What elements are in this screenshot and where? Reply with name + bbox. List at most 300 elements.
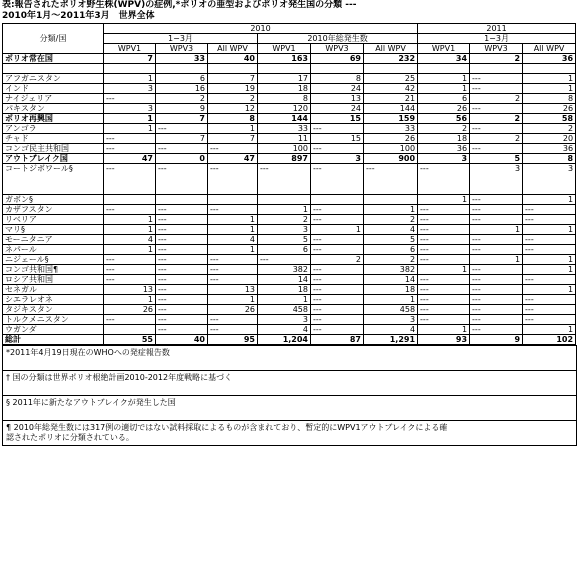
case-count-cell: 0 [156, 154, 208, 164]
country-name-cell: コンゴ民主共和国 [3, 144, 104, 154]
case-count-cell: 7 [208, 134, 258, 144]
wpv1-header: WPV1 [418, 44, 470, 54]
case-count-cell: --- [311, 315, 364, 325]
case-count-cell: --- [364, 164, 418, 195]
country-name-cell: アンゴラ [3, 124, 104, 134]
case-count-cell [258, 195, 311, 205]
case-count-cell: 26 [104, 305, 156, 315]
case-count-cell: 25 [364, 74, 418, 84]
case-count-cell: 102 [523, 335, 576, 345]
case-count-cell: 3 [258, 225, 311, 235]
table-row [3, 285, 576, 295]
case-count-cell: 1 [311, 225, 364, 235]
case-count-cell: 14 [364, 275, 418, 285]
case-count-cell: 5 [470, 154, 523, 164]
category-header: 分類/国 [3, 24, 104, 54]
case-count-cell: 1 [208, 215, 258, 225]
case-count-cell: 7 [104, 54, 156, 64]
case-count-cell: 56 [418, 114, 470, 124]
case-count-cell: 1 [364, 205, 418, 215]
country-name-cell: ポリオ再興国 [3, 114, 104, 124]
case-count-cell: --- [418, 245, 470, 255]
case-count-cell: --- [418, 205, 470, 215]
case-count-cell: 16 [156, 84, 208, 94]
case-count-cell: 1 [104, 215, 156, 225]
case-count-cell: 2 [364, 255, 418, 265]
case-count-cell: --- [418, 225, 470, 235]
case-count-cell: --- [470, 305, 523, 315]
case-count-cell: 458 [364, 305, 418, 315]
table-row [3, 255, 576, 265]
country-name-cell: アフガニスタン [3, 74, 104, 84]
case-count-cell: --- [523, 275, 576, 285]
case-count-cell: 1 [104, 295, 156, 305]
case-count-cell: --- [470, 285, 523, 295]
table-row [3, 335, 576, 345]
case-count-cell: --- [470, 124, 523, 134]
case-count-cell: 9 [156, 104, 208, 114]
case-count-cell: 1 [418, 195, 470, 205]
case-count-cell: 26 [364, 134, 418, 144]
case-count-cell: 2 [364, 215, 418, 225]
case-count-cell: --- [311, 205, 364, 215]
case-count-cell: 47 [104, 154, 156, 164]
case-count-cell: 93 [418, 335, 470, 345]
case-count-cell: --- [470, 325, 523, 335]
case-count-cell: --- [470, 245, 523, 255]
country-name-cell: モーニタニア [3, 235, 104, 245]
table-row [3, 74, 576, 84]
case-count-cell: 58 [523, 114, 576, 124]
case-count-cell: 33 [364, 124, 418, 134]
table-row [3, 205, 576, 215]
case-count-cell: 100 [258, 144, 311, 154]
case-count-cell: 382 [364, 265, 418, 275]
table-row [3, 114, 576, 124]
document-page [2, 0, 577, 446]
case-count-cell: 18 [258, 285, 311, 295]
case-count-cell: 2 [258, 215, 311, 225]
case-count-cell: 4 [208, 235, 258, 245]
case-count-cell: 11 [258, 134, 311, 144]
case-count-cell: 6 [258, 245, 311, 255]
case-count-cell [208, 195, 258, 205]
case-count-cell: 120 [258, 104, 311, 114]
case-count-cell [470, 64, 523, 74]
footnote-country-classification: † 国の分類は世界ポリオ根絶計画2010-2012年度戦略に基づく [3, 370, 576, 385]
case-count-cell: 3 [311, 154, 364, 164]
case-count-cell: --- [258, 255, 311, 265]
case-count-cell: 13 [311, 94, 364, 104]
case-count-cell: 24 [311, 104, 364, 114]
case-count-cell: --- [418, 164, 470, 195]
case-count-cell: 95 [208, 335, 258, 345]
case-count-cell: 1 [208, 295, 258, 305]
case-count-cell: 2 [470, 134, 523, 144]
case-count-cell: 20 [523, 134, 576, 144]
case-count-cell: 1 [418, 265, 470, 275]
case-count-cell: --- [470, 315, 523, 325]
case-count-cell: 897 [258, 154, 311, 164]
polio-cases-table [2, 23, 576, 345]
case-count-cell [364, 64, 418, 74]
footnote-new-outbreak: § 2011年に新たなアウトブレイクが発生した国 [3, 395, 576, 410]
case-count-cell: 8 [258, 94, 311, 104]
footnote-congo-line-1: ¶ 2010年総発生数には317例の適切ではない試料採取によるものが含まれており、暫定的にWPV1アウトブレイクによる確 [6, 423, 448, 432]
table-row [3, 215, 576, 225]
case-count-cell: --- [156, 225, 208, 235]
case-count-cell: --- [311, 265, 364, 275]
case-count-cell: --- [208, 325, 258, 335]
case-count-cell: --- [156, 205, 208, 215]
case-count-cell [104, 64, 156, 74]
case-count-cell: 3 [364, 315, 418, 325]
wpv1-header: WPV1 [104, 44, 156, 54]
table-row [3, 325, 576, 335]
case-count-cell: --- [470, 215, 523, 225]
country-name-cell: インド [3, 84, 104, 94]
case-count-cell: --- [156, 255, 208, 265]
country-name-cell: リベリア [3, 215, 104, 225]
all-wpv-header: All WPV [208, 44, 258, 54]
case-count-cell: 1 [523, 225, 576, 235]
case-count-cell: --- [104, 205, 156, 215]
case-count-cell: --- [470, 84, 523, 94]
case-count-cell: 1 [523, 195, 576, 205]
country-name-cell: マリ§ [3, 225, 104, 235]
case-count-cell: 8 [311, 74, 364, 84]
case-count-cell: --- [418, 235, 470, 245]
table-row [3, 144, 576, 154]
case-count-cell: 5 [258, 235, 311, 245]
case-count-cell: --- [156, 275, 208, 285]
case-count-cell: --- [258, 164, 311, 195]
case-count-cell: --- [311, 325, 364, 335]
case-count-cell: 2 [470, 114, 523, 124]
case-count-cell: 1 [523, 265, 576, 275]
case-count-cell: 159 [364, 114, 418, 124]
case-count-cell: 18 [418, 134, 470, 144]
table-row [3, 104, 576, 114]
case-count-cell: 34 [418, 54, 470, 64]
table-row [3, 164, 576, 195]
case-count-cell: --- [104, 164, 156, 195]
case-count-cell: 17 [258, 74, 311, 84]
all-wpv-header: All WPV [523, 44, 576, 54]
table-row [3, 225, 576, 235]
case-count-cell: --- [208, 315, 258, 325]
case-count-cell: 1 [104, 245, 156, 255]
country-name-cell [3, 64, 104, 74]
case-count-cell: --- [418, 275, 470, 285]
case-count-cell: 18 [364, 285, 418, 295]
case-count-cell: 1 [104, 74, 156, 84]
case-count-cell: 1,291 [364, 335, 418, 345]
table-row [3, 265, 576, 275]
case-count-cell: 1 [523, 74, 576, 84]
case-count-cell: --- [104, 94, 156, 104]
case-count-cell: 26 [418, 104, 470, 114]
case-count-cell: 9 [470, 335, 523, 345]
q1-2010-header: 1−3月 [104, 34, 258, 44]
case-count-cell: 1 [418, 74, 470, 84]
footnote-congo-cases [3, 420, 576, 445]
country-name-cell: セネガル [3, 285, 104, 295]
case-count-cell: 1 [364, 295, 418, 305]
case-count-cell: --- [470, 205, 523, 215]
case-count-cell: 19 [208, 84, 258, 94]
case-count-cell: 1 [418, 84, 470, 94]
case-count-cell: 1 [208, 124, 258, 134]
country-name-cell: シエラレオネ [3, 295, 104, 305]
case-count-cell: 36 [418, 144, 470, 154]
case-count-cell: 1 [523, 255, 576, 265]
table-title [2, 0, 577, 22]
case-count-cell: --- [156, 315, 208, 325]
country-name-cell: ポリオ常在国 [3, 54, 104, 64]
table-row [3, 295, 576, 305]
case-count-cell [418, 64, 470, 74]
case-count-cell: 7 [156, 114, 208, 124]
footnote-spacer [3, 385, 576, 395]
case-count-cell: --- [311, 164, 364, 195]
case-count-cell: 7 [208, 74, 258, 84]
case-count-cell: 232 [364, 54, 418, 64]
case-count-cell: --- [104, 255, 156, 265]
case-count-cell: 12 [208, 104, 258, 114]
case-count-cell: --- [523, 305, 576, 315]
case-count-cell: 4 [104, 235, 156, 245]
case-count-cell: --- [523, 235, 576, 245]
case-count-cell: --- [523, 205, 576, 215]
country-name-cell: アウトブレイク国 [3, 154, 104, 164]
case-count-cell: --- [470, 265, 523, 275]
case-count-cell: 4 [258, 325, 311, 335]
country-name-cell: カザフスタン [3, 205, 104, 215]
case-count-cell: 42 [364, 84, 418, 94]
table-row [3, 154, 576, 164]
case-count-cell: 1 [523, 285, 576, 295]
case-count-cell [104, 195, 156, 205]
q1-2011-header: 1−3月 [418, 34, 576, 44]
case-count-cell: --- [418, 215, 470, 225]
case-count-cell: 2 [523, 124, 576, 134]
case-count-cell: --- [311, 144, 364, 154]
case-count-cell: --- [470, 195, 523, 205]
case-count-cell: --- [523, 315, 576, 325]
case-count-cell: 2 [418, 124, 470, 134]
case-count-cell: 33 [156, 54, 208, 64]
case-count-cell [364, 195, 418, 205]
table-row [3, 134, 576, 144]
case-count-cell: 55 [104, 335, 156, 345]
case-count-cell: --- [470, 104, 523, 114]
table-row [3, 195, 576, 205]
table-header [3, 24, 576, 54]
case-count-cell: 163 [258, 54, 311, 64]
case-count-cell: --- [418, 285, 470, 295]
case-count-cell: --- [208, 255, 258, 265]
case-count-cell: --- [156, 295, 208, 305]
case-count-cell: 36 [523, 54, 576, 64]
case-count-cell: 144 [364, 104, 418, 114]
case-count-cell: 1 [258, 295, 311, 305]
case-count-cell: 1 [523, 84, 576, 94]
case-count-cell: 69 [311, 54, 364, 64]
case-count-cell: 21 [364, 94, 418, 104]
table-row [3, 124, 576, 134]
table-row [3, 64, 576, 74]
case-count-cell: --- [104, 144, 156, 154]
country-name-cell: コンゴ共和国¶ [3, 265, 104, 275]
case-count-cell: 15 [311, 134, 364, 144]
case-count-cell: 15 [311, 114, 364, 124]
table-row [3, 94, 576, 104]
footnote-congo-line-2: 認されたポリオに分類されている。 [6, 433, 134, 442]
case-count-cell [156, 195, 208, 205]
case-count-cell: 1,204 [258, 335, 311, 345]
case-count-cell [156, 64, 208, 74]
case-count-cell: 4 [364, 225, 418, 235]
case-count-cell [311, 64, 364, 74]
table-row [3, 305, 576, 315]
case-count-cell: --- [523, 295, 576, 305]
case-count-cell: 1 [104, 114, 156, 124]
case-count-cell: 5 [364, 235, 418, 245]
case-count-cell [208, 64, 258, 74]
case-count-cell: 6 [156, 74, 208, 84]
wpv3-header: WPV3 [470, 44, 523, 54]
table-row [3, 315, 576, 325]
case-count-cell: --- [418, 315, 470, 325]
country-name-cell: ガボン§ [3, 195, 104, 205]
case-count-cell: --- [311, 295, 364, 305]
title-line-2: 2010年1月～2011年3月 世界全体 [2, 11, 155, 21]
case-count-cell: --- [156, 144, 208, 154]
case-count-cell: 3 [523, 164, 576, 195]
case-count-cell: 1 [104, 225, 156, 235]
case-count-cell: --- [311, 215, 364, 225]
table-row [3, 275, 576, 285]
case-count-cell: --- [470, 74, 523, 84]
country-name-cell: 総計 [3, 335, 104, 345]
wpv1-header: WPV1 [258, 44, 311, 54]
table-row [3, 54, 576, 64]
case-count-cell: --- [156, 285, 208, 295]
case-count-cell: 900 [364, 154, 418, 164]
case-count-cell: --- [311, 124, 364, 134]
case-count-cell: 3 [470, 164, 523, 195]
table-body [3, 54, 576, 345]
total-2010-header: 2010年総発生数 [258, 34, 418, 44]
year-2010-header: 2010 [104, 24, 418, 34]
case-count-cell: 2 [470, 54, 523, 64]
country-name-cell: ニジェール§ [3, 255, 104, 265]
case-count-cell: 100 [364, 144, 418, 154]
case-count-cell: 87 [311, 335, 364, 345]
case-count-cell: 1 [258, 205, 311, 215]
case-count-cell: --- [418, 295, 470, 305]
case-count-cell: 1 [470, 225, 523, 235]
case-count-cell: 18 [258, 84, 311, 94]
case-count-cell: 1 [208, 225, 258, 235]
case-count-cell: --- [208, 265, 258, 275]
table-row [3, 84, 576, 94]
footnote-spacer [3, 360, 576, 370]
case-count-cell [104, 325, 156, 335]
all-wpv-header: All WPV [364, 44, 418, 54]
case-count-cell: --- [104, 275, 156, 285]
case-count-cell: --- [156, 235, 208, 245]
case-count-cell: 13 [104, 285, 156, 295]
year-2011-header: 2011 [418, 24, 576, 34]
case-count-cell: --- [104, 265, 156, 275]
case-count-cell: 2 [156, 94, 208, 104]
case-count-cell: 1 [104, 124, 156, 134]
wpv3-header: WPV3 [156, 44, 208, 54]
case-count-cell: 6 [418, 94, 470, 104]
country-name-cell: ナイジェリア [3, 94, 104, 104]
case-count-cell: 36 [523, 144, 576, 154]
case-count-cell: --- [523, 215, 576, 225]
case-count-cell: 8 [523, 154, 576, 164]
case-count-cell: --- [311, 285, 364, 295]
case-count-cell [258, 64, 311, 74]
case-count-cell: 14 [258, 275, 311, 285]
country-name-cell: トルクメニスタン [3, 315, 104, 325]
case-count-cell: 2 [208, 94, 258, 104]
case-count-cell: 1 [470, 255, 523, 265]
case-count-cell: --- [470, 275, 523, 285]
case-count-cell: 1 [523, 325, 576, 335]
case-count-cell: 13 [208, 285, 258, 295]
case-count-cell: 4 [364, 325, 418, 335]
case-count-cell: 40 [156, 335, 208, 345]
case-count-cell: --- [208, 205, 258, 215]
case-count-cell: 40 [208, 54, 258, 64]
case-count-cell: 26 [208, 305, 258, 315]
case-count-cell: --- [470, 295, 523, 305]
country-name-cell: チャド [3, 134, 104, 144]
case-count-cell: --- [311, 305, 364, 315]
case-count-cell: 8 [523, 94, 576, 104]
country-name-cell: ウガンダ [3, 325, 104, 335]
case-count-cell: 1 [418, 325, 470, 335]
country-name-cell: パキスタン [3, 104, 104, 114]
case-count-cell: 7 [156, 134, 208, 144]
footnote-report-date: *2011年4月19日現在のWHOへの発症報告数 [3, 345, 576, 360]
footnotes [2, 345, 577, 446]
case-count-cell: --- [311, 245, 364, 255]
footnote-spacer [3, 410, 576, 420]
case-count-cell: 47 [208, 154, 258, 164]
table-row [3, 245, 576, 255]
case-count-cell: 3 [104, 84, 156, 94]
case-count-cell: 6 [364, 245, 418, 255]
country-name-cell: コートジボワール§ [3, 164, 104, 195]
case-count-cell: --- [311, 235, 364, 245]
case-count-cell: --- [418, 305, 470, 315]
case-count-cell: --- [470, 235, 523, 245]
case-count-cell: --- [156, 265, 208, 275]
case-count-cell: --- [104, 134, 156, 144]
wpv3-header: WPV3 [311, 44, 364, 54]
case-count-cell: 458 [258, 305, 311, 315]
case-count-cell: 3 [104, 104, 156, 114]
case-count-cell: 144 [258, 114, 311, 124]
country-name-cell: ネパール [3, 245, 104, 255]
case-count-cell: 1 [208, 245, 258, 255]
